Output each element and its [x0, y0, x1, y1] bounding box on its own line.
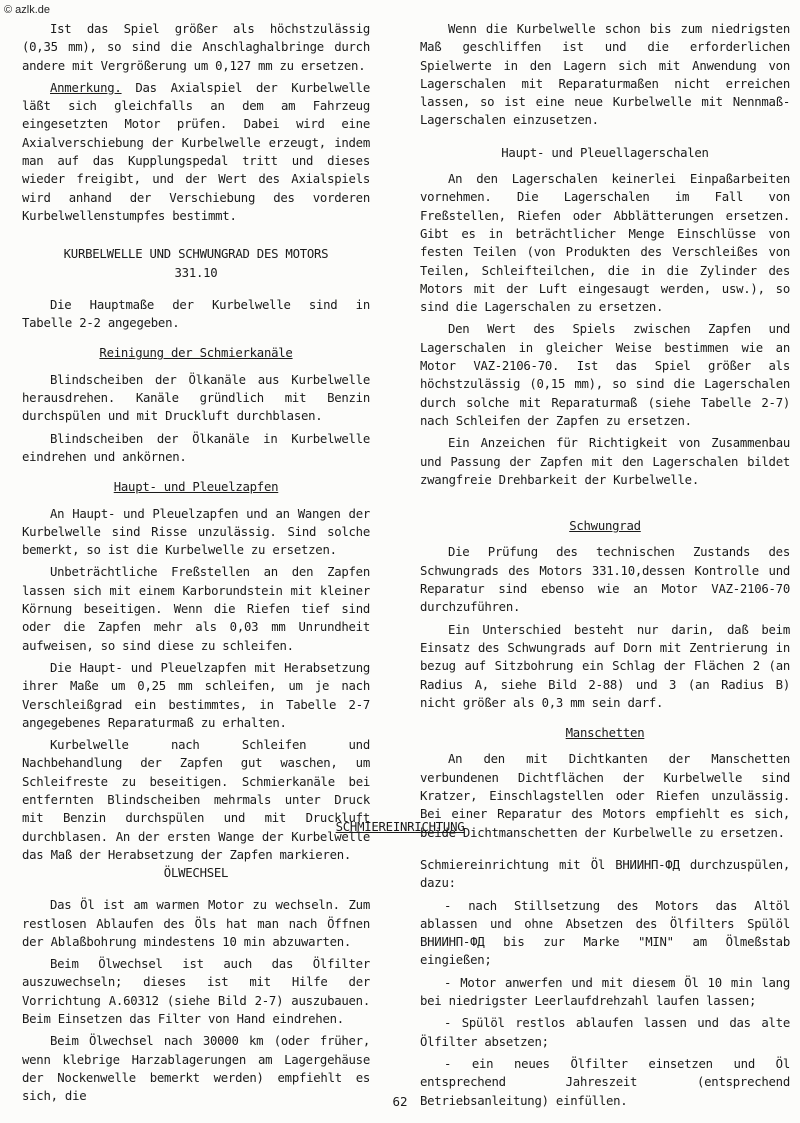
paragraph: An den mit Dichtkanten der Manschetten verbundenen Dichtflächen der Kurbelwelle sind Kratzer, Einschlagstellen oder Riefen unzulässig. Bei einer Reparatur des Motors empfiehlt es sich, beide Dichtmanschetten der Kurbelwelle zu ersetzen.	[420, 752, 790, 840]
paragraph: Das Öl ist am warmen Motor zu wechseln. Zum restlosen Ablaufen des Öls hat man nach Öffnen der Ablaßbohrung mindestens 10 min abzuwarten.	[22, 898, 370, 949]
list-item: - ein neues Ölfilter einsetzen und Öl entsprechend Jahreszeit (entsprechend Betriebsanleitung) einfüllen.	[420, 1056, 790, 1108]
subheading-flywheel: Schwungrad	[569, 519, 641, 534]
list-item: - Spülöl restlos ablaufen lassen und das alte Ölfilter absetzen;	[420, 1016, 790, 1049]
page-number: 62	[392, 1094, 408, 1109]
paragraph: Ein Unterschied besteht nur darin, daß beim Einsatz des Schwungrads auf Dorn mit Zentrierung in bezug auf Sitzbohrung ein Schlag der Flächen 2 (an Radius A, siehe Bild 2-88) und 3 (an Radius B) nicht größer als 0,3 mm sein darf.	[420, 622, 790, 710]
paragraph: An Haupt- und Pleuelzapfen und an Wangen der Kurbelwelle sind Risse unzulässig. Sind solche bemerkt, so ist die Kurbelwelle zu ersetzen.	[22, 506, 370, 558]
list-item: - nach Stillsetzung des Motors das Altöl ablassen und ohne Absetzen des Ölfilters Spülöl ВНИИНП-ФД bis zur Marke "MIN" am Ölmeßstab eingießen;	[420, 898, 790, 968]
subheading-cleaning: Reinigung der Schmierkanäle	[99, 346, 293, 361]
right-column-top	[420, 20, 790, 846]
subheading-journals: Haupt- und Pleuelzapfen	[113, 480, 279, 495]
paragraph: An den Lagerschalen keinerlei Einpaßarbeiten vornehmen. Die Lagerschalen im Fall von Freßstellen, Riefen oder Abblätterungen ersetzen. Gibt es in beträchtlicher Menge Einschlüsse von festen Teilen (von Produkten des Verschleißes von Teilen, Schleifteilchen, die in die Zylinder des Motors mit der Luft eingesaugt werden, usw.), so sind die Lagerschalen zu ersetzen.	[420, 172, 790, 315]
paragraph: Schmiereinrichtung mit Öl ВНИИНП-ФД durchzuspülen, dazu:	[420, 858, 790, 891]
paragraph: Blindscheiben der Ölkanäle aus Kurbelwelle herausdrehen. Kanäle gründlich mit Benzin durchspülen und mit Druckluft durchblasen.	[22, 372, 370, 424]
paragraph: Beim Ölwechsel nach 30000 km (oder früher, wenn klebrige Harzablagerungen am Lagergehäuse der Nockenwelle bemerkt werden) empfiehlt es sich, die	[22, 1034, 370, 1104]
left-column-bottom	[22, 864, 370, 1110]
paragraph: Kurbelwelle nach Schleifen und Nachbehandlung der Zapfen gut waschen, um Schleifreste zu beseitigen. Schmierkanäle bei entfernten Blindscheiben mehrmals unter Druck mit Benzin durchspülen und mit Druckluft durchblasen. An der ersten Wange der Kurbelwelle das Maß der Herabsetzung der Zapfen markieren.	[22, 738, 370, 862]
paragraph: Die Haupt- und Pleuelzapfen mit Herabsetzung ihrer Maße um 0,25 mm schleifen, um je nach Verschleißgrad ein bestimmtes, in Tabelle 2-7 angegebenes Reparaturmaß zu erhalten.	[22, 660, 370, 730]
paragraph: Wenn die Kurbelwelle schon bis zum niedrigsten Maß geschliffen ist und die erforderlichen Spielwerte in den Lagern sich mit Anwendung von Lagerschalen mit Reparaturmaßen nicht erreichen lassen, so ist eine neue Kurbelwelle mit Nennmaß-Lagerschalen einzusetzen.	[420, 22, 790, 128]
paragraph: Unbeträchtliche Freßstellen an den Zapfen lassen sich mit einem Karborundstein mit kleiner Körnung beseitigen. Wenn die Riefen tief sind oder die Zapfen mehr als 0,03 mm Unrundheit aufweisen, so sind diese zu schleifen.	[22, 565, 370, 653]
watermark: © azlk.de	[4, 4, 51, 16]
note-paragraph	[22, 79, 370, 225]
paragraph: Die Hauptmaße der Kurbelwelle sind in Tabelle 2-2 angegeben.	[22, 297, 370, 331]
section-heading-line-2: 331.10	[174, 265, 218, 280]
paragraph: Ist das Spiel größer als höchstzulässig (0,35 mm), so sind die Anschlaghalbringe durch andere mit Vergrößerung um 0,127 mm zu ersetzen.	[22, 22, 370, 73]
paragraph: Die Prüfung des technischen Zustands des Schwungrads des Motors 331.10,dessen Kontrolle und Reparatur sind ebenso wie an Motor VAZ-2106-70 durchzuführen.	[420, 545, 790, 615]
subheading-seals: Manschetten	[565, 726, 645, 741]
paragraph: Blindscheiben der Ölkanäle in Kurbelwelle eindrehen und ankörnen.	[22, 431, 370, 464]
left-column-top	[22, 20, 370, 868]
right-column-bottom	[420, 856, 790, 1114]
note-text: Das Axialspiel der Kurbelwelle läßt sich gleichfalls an dem am Fahrzeug eingesetzten Motor prüfen. Dabei wird eine Axialverschiebung der Kurbelwelle erzeugt, indem man auf das Kupplungspedal tritt und dieses wieder freigibt, und der Wert des Axialspiels wird anhand der Verschiebung des vorderen Kurbelwellenstumpfes bestimmt.	[22, 80, 370, 223]
subheading-bearings: Haupt- und Pleuellagerschalen	[501, 145, 709, 160]
paragraph: Ein Anzeichen für Richtigkeit von Zusammenbau und Passung der Zapfen mit den Lagerschalen bildet zwangfreie Drehbarkeit der Kurbelwelle.	[420, 436, 790, 487]
list-item: - Motor anwerfen und mit diesem Öl 10 min lang bei niedrigster Leerlaufdrehzahl laufen lassen;	[420, 975, 790, 1009]
note-label: Anmerkung.	[50, 80, 122, 95]
paragraph: Beim Ölwechsel ist auch das Ölfilter auszuwechseln; dieses ist mit Hilfe der Vorrichtung A.60312 (siehe Bild 2-7) auszubauen. Beim Einsetzen das Filter von Hand eindrehen.	[22, 957, 370, 1027]
section-heading-line-1: KURBELWELLE UND SCHWUNGRAD DES MOTORS	[63, 247, 329, 262]
section-title: SCHMIEREINRICHTUNG	[335, 820, 465, 834]
paragraph: Den Wert des Spiels zwischen Zapfen und Lagerschalen in gleicher Weise bestimmen wie an Motor VAZ-2106-70. Ist das Spiel größer als höchstzulässig (0,15 mm), so sind die Lagerschalen durch solche mit Reparaturmaß (siehe Tabelle 2-7) nach Schleifen der Zapfen zu ersetzen.	[420, 322, 790, 428]
section-heading	[22, 245, 370, 282]
subheading-oil-change: ÖLWECHSEL	[163, 866, 229, 880]
